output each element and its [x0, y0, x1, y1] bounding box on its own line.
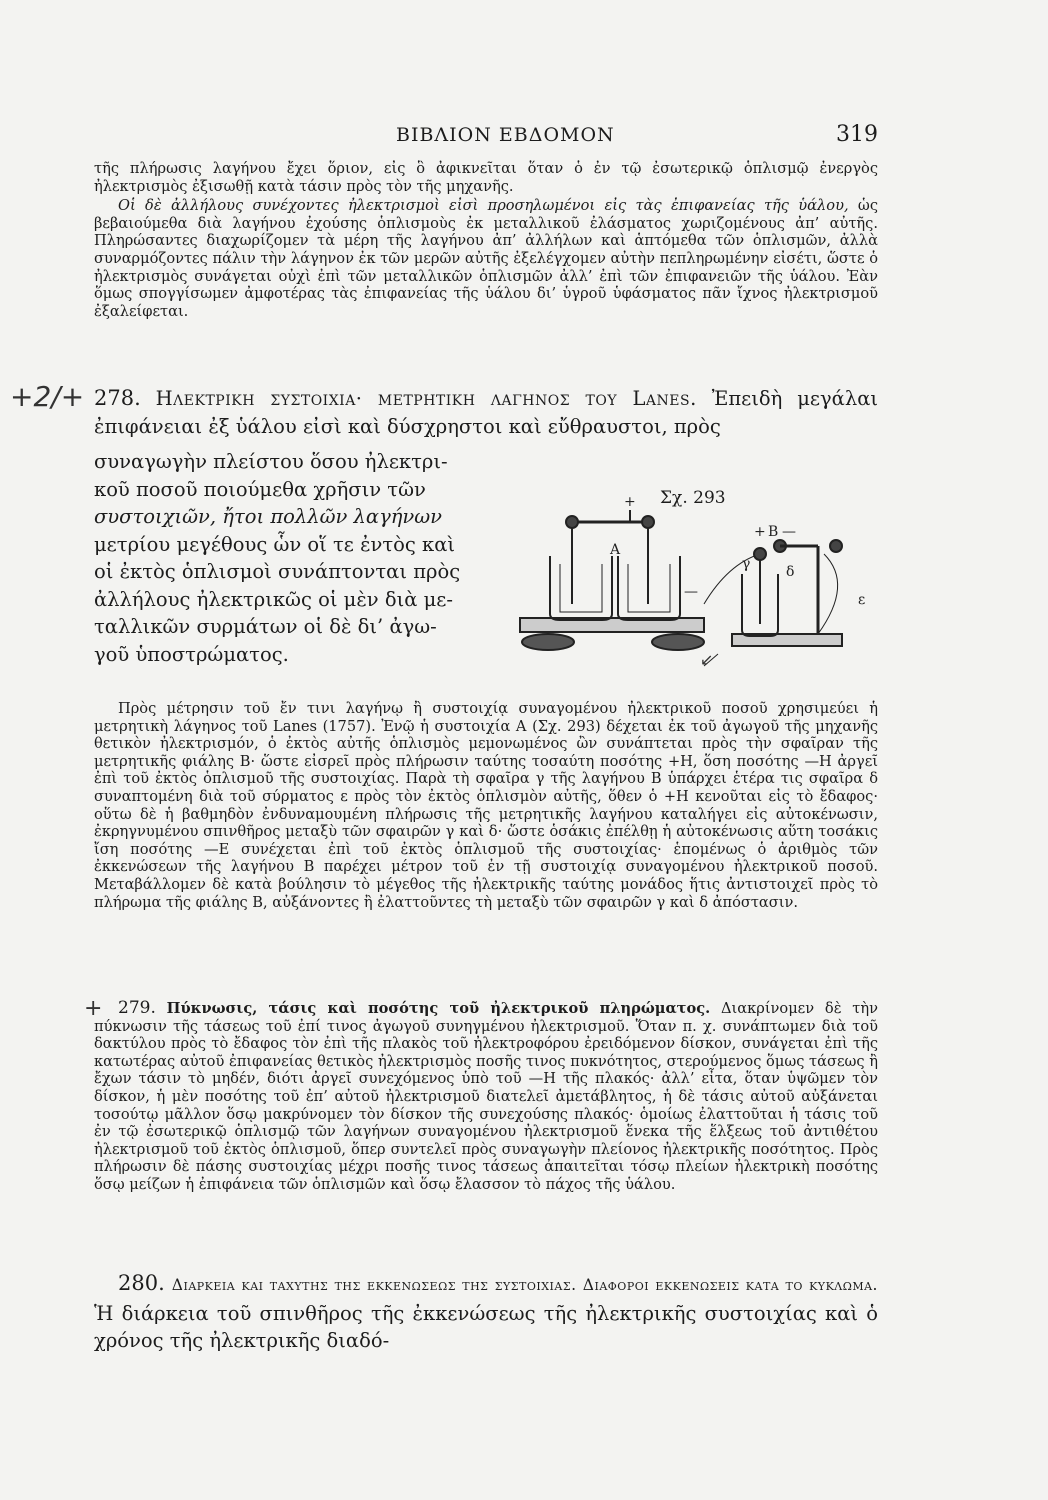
section-279-body: Διακρίνομεν δὲ τὴν πύκνωσιν τῆς τάσεως τοῦ ἐπί τινος ἀγωγοῦ συνηγμένου ἠλεκτρισμοῦ. Ὅταν π. χ. συνάπτωμεν διὰ τοῦ δακτύλου πρὸς τὸ ἔδαφος τὸν ἐπὶ τῆς πλακὸς τοῦ ἠλεκτροφόρου ἐρειδόμενον δίσκον, συνάγεται ἐπὶ τῆς κατωτέρας αὐτοῦ ἐπιφανείας θετικὸς ἠλεκτρισμὸς ποσῆς τινος πυκνότητος, στερούμενος ὅμως τάσεως ἢ ἔχων τάσιν τὸ μηδέν, διότι ἀργεῖ συνεχόμενος ὑπὸ τοῦ —Η τῆς πλακός· ἀλλ’ εἶτα, ὅταν ὑψῶμεν τὸν δίσκον, ἡ μὲν ποσότης τοῦ ἐπ’ αὐτοῦ ἠλεκτρισμοῦ διατελεῖ ἀμετάβλητος, ἡ δὲ τάσις αὐτοῦ αὐξάνεται τοσούτῳ μᾶλλον ὅσῳ μακρύνομεν τὸν δίσκον τῆς συνεχούσης πλακός· ὁμοίως ἐλαττοῦται ἡ τάσις τοῦ ἐν τῷ ἐσωτερικῷ ὁπλισμῷ τῶν λαγήνων συναγομένου ἠλεκτρισμοῦ ἕνεκα τῆς ἕλξεως τοῦ ἀντιθέτου ἠλεκτρισμοῦ τοῦ ἐκτὸς ὁπλισμοῦ, ὅπερ συντελεῖ πρὸς συναγωγὴν πλείονος ἠλεκτρικῆς ποσότητος. Πρὸς πλήρωσιν δὲ πάσης συστοιχίας μέχρι ποσῆς τινος τάσεως ἀπαιτεῖται τόσῳ πλείων ἠλεκτρικὴ ποσότης ὅσῳ μείζων ἡ ἐπιφάνεια τῶν ὁπλισμῶν καὶ ὅσῳ ἔλασσον τὸ πάχος τῆς ὑάλου.: [94, 1000, 879, 1193]
wire-to-B: [704, 554, 760, 604]
section-280-title: Διαρκεια και ταχυτης της εκκενωσεως της συστοιχιας. Διαφοροι εκκενωσεις κατα το κυκλωμα.: [171, 1276, 878, 1294]
wrap-line: κοῦ ποσοῦ ποιούμεθα χρῆσιν τῶν: [94, 477, 426, 501]
section-280: [94, 1270, 878, 1355]
section-278-heading: [94, 385, 878, 440]
figure-caption: Σχ. 293: [660, 488, 726, 508]
intro-italic-lead: Οἱ δὲ ἀλλήλους συνέχοντες ἠλεκτρισμοὶ εἰσὶ προσηλωμένοι εἰς τὰς ἐπιφανείας τῆς ὑάλου,: [118, 197, 849, 215]
wrap-line: μετρίου μεγέθους ὧν οἵ τε ἐντὸς καὶ: [94, 532, 456, 556]
label-delta: δ: [786, 564, 795, 580]
foot-left: [522, 634, 574, 650]
wrap-line: συστοιχιῶν, ἤτοι πολλῶν λαγήνων: [94, 505, 443, 528]
section-280-number: 280.: [118, 1271, 165, 1295]
label-B: Β: [768, 524, 779, 540]
running-title: ΒΙΒΛΙΟΝ ΕΒΔΟΜΟΝ: [396, 124, 615, 146]
jar-left-coating: [560, 564, 602, 612]
margin-note-bottom: ↙: [700, 650, 714, 669]
wrap-line: συναγωγὴν πλείστου ὅσου ἠλεκτρι-: [94, 450, 448, 473]
label-gamma: γ: [742, 556, 751, 572]
label-minus: —: [684, 584, 698, 600]
label-plus-B: +: [754, 524, 766, 540]
label-epsilon: ε: [858, 592, 866, 608]
foot-right: [652, 634, 704, 650]
section-278-number: 278.: [94, 386, 141, 410]
margin-note-278: +2/+: [10, 380, 85, 413]
label-plus-top: +: [624, 494, 636, 510]
knob-left: [566, 516, 578, 528]
wrap-line: ταλλικῶν συρμάτων οἱ δὲ δι’ ἀγω-: [94, 615, 437, 638]
figure-293-illustration: [518, 484, 878, 674]
section-279-number: 279.: [118, 998, 156, 1018]
jar-left: [550, 556, 612, 620]
page-header: [0, 124, 1048, 154]
page-number: 319: [836, 122, 878, 147]
margin-note-279: +: [84, 996, 103, 1021]
intro-paragraph-2-rest: ὡς βεβαιούμεθα διὰ λαγήνου ἐχούσης ὁπλισμοὺς ἐκ μεταλλικοῦ ἐλάσματος χωριζομένους ἀπ’ αὐτῆς. Πληρώσαντες διαχωρίζομεν τὰ μέρη τῆς λαγήνου ἀπ’ ἀλλήλων καὶ ἁπτόμεθα τῶν ὁπλισμῶν, ἀλλὰ συναρμόζοντες πάλιν τὴν λάγηνον ἐκ τῶν μερῶν αὐτῆς ἐξελέγχομεν αὐτὴν πεπληρωμένην εἰσέτι, ὥστε ὁ ἠλεκτρισμὸς συνάγεται οὐχὶ ἐπὶ τῶν μεταλλικῶν ὁπλισμῶν ἀλλ’ ἐπὶ τῶν ἐπιφανειῶν τῆς ὑάλου. Ἐὰν ὅμως σπογγίσωμεν ἀμφοτέρας τὰς ἐπιφανείας τῆς ὑάλου δι’ ὑγροῦ ὑφάσματος πᾶν ἴχνος ἠλεκτρισμοῦ ἐξαλείφεται.: [94, 197, 879, 320]
label-minus-B: —: [782, 524, 796, 540]
wrap-line: οἱ ἐκτὸς ὁπλισμοὶ συνάπτονται πρὸς: [94, 560, 461, 583]
wrap-line: γοῦ ὑποστρώματος.: [94, 642, 289, 666]
label-A: Α: [610, 542, 621, 558]
wire-epsilon: [818, 554, 838, 634]
section-278-wrap-text: [94, 448, 504, 668]
intro-paragraph-1: τῆς πλήρωσις λαγήνου ἔχει ὅριον, εἰς ὃ ἀφικνεῖται ὅταν ὁ ἐν τῷ ἐσωτερικῷ ὁπλισμῷ ἐνεργὸς ἠλεκτρισμὸς ἐξισωθῇ κατὰ τάσιν πρὸς τὸν τῆς μηχανῆς.: [94, 160, 878, 195]
sphere-gamma: [754, 548, 766, 560]
section-279: [94, 1000, 878, 1194]
stand-knob: [830, 540, 842, 552]
intro-paragraph-2: [94, 197, 878, 320]
wrap-line: ἀλλήλους ἠλεκτρικῶς οἱ μὲν διὰ με-: [94, 587, 453, 611]
knob-right: [642, 516, 654, 528]
section-278-lead: Ἐπειδὴ μεγάλαι ἐπιφάνειαι ἐξ ὑάλου εἰσὶ καὶ δύσχρηστοι καὶ εὔθραυστοι, πρὸς: [94, 387, 879, 438]
intro-block: [94, 160, 878, 320]
section-280-body: Ἡ διάρκεια τοῦ σπινθῆρος τῆς ἐκκενώσεως τῆς ἠλεκτρικῆς συστοιχίας καὶ ὁ χρόνος τῆς ἠλεκτρικῆς διαδό-: [94, 1301, 878, 1352]
section-278-body: Πρὸς μέτρησιν τοῦ ἔν τινι λαγήνῳ ἢ συστοιχίᾳ συναγομένου ἠλεκτρικοῦ ποσοῦ χρησιμεύει ἡ μετρητικὴ λάγηνος τοῦ Lanes (1757). Ἐνῷ ἡ συστοιχία Α (Σχ. 293) δέχεται ἐκ τοῦ ἀγωγοῦ τῆς μηχανῆς θετικὸν ἠλεκτρισμόν, ὁ ἐκτὸς αὐτῆς ὁπλισμὸς μεμονωμένος ὢν συνάπτεται πρὸς τὴν σφαῖραν τῆς μετρητικῆς φιάλης Β· ὥστε εἰσρεῖ πρὸς πλήρωσιν ταύτης τοσαύτη ποσότης +Η, ὅση ποσότης —Η ἀργεῖ ἐπὶ τοῦ ἐκτὸς ὁπλισμοῦ τῆς συστοιχίας. Παρὰ τὴ σφαῖρα γ τῆς λαγήνου Β ὑπάρχει ἑτέρα τις σφαῖρα δ συναπτομένη διὰ τοῦ σύρματος ε πρὸς τὸν ἐκτὸς ὁπλισμὸν αὐτῆς, ὅθεν ὁ +Η κενοῦται εἰς τὸ ἔδαφος· οὕτω δὲ ἡ βαθμηδὸν ἐνδυναμουμένη πλήρωσις τῆς μετρητικῆς λαγήνου καταλήγει εἰς αὐτοκένωσιν, ἐκρηγνυμένου σπινθῆρος μεταξὺ τῶν σφαιρῶν γ καὶ δ· ὥστε ὁσάκις ἐπέλθῃ ἡ αὐτοκένωσις αὕτη τοσάκις ἴση ποσότης —Ε συνέχεται ἐπὶ τοῦ ἐκτὸς ὁπλισμοῦ τῆς συστοιχίας· ἑπομένως ὁ ἀριθμὸς τῶν ἐκκενώσεων τῆς λαγήνου Β παρέχει μέτρον τοῦ ἐν τῇ συστοιχίᾳ συναγομένου ἠλεκτρικοῦ ποσοῦ. Μεταβάλλομεν δὲ κατὰ βούλησιν τὸ μέγεθος τῆς ἠλεκτρικῆς ταύτης μονάδος ἥτις ἀντιστοιχεῖ πρὸς τὸ πλήρωμα τῆς φιάλης Β, αὐξάνοντες ἢ ἐλαττοῦντες τὴ μεταξὺ τῶν σφαιρῶν γ καὶ δ ἀπόστασιν.: [94, 700, 878, 911]
section-278-title: Ηλεκτρικη συστοιχια· μετρητικη λαγηνος του Lanes.: [155, 387, 697, 410]
section-279-title: Πύκνωσις, τάσις καὶ ποσότης τοῦ ἠλεκτρικοῦ πληρώματος.: [166, 1000, 711, 1017]
